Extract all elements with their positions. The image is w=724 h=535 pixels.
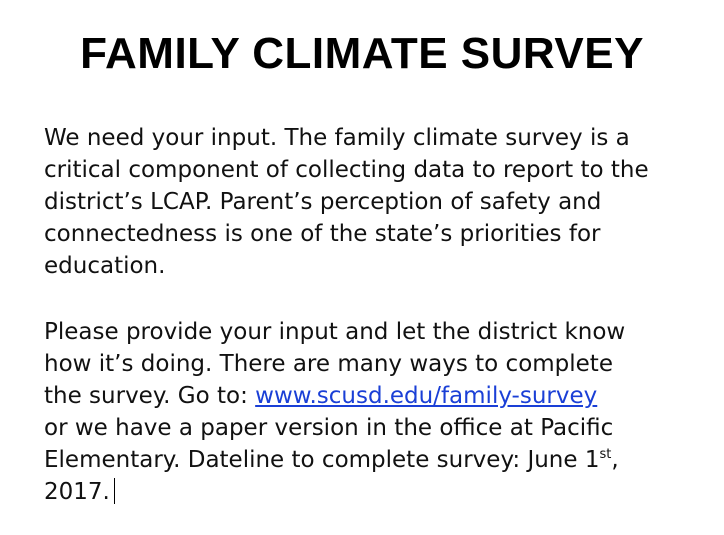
- paragraph-line: district’s LCAP. Parent’s perception of safety and: [44, 189, 602, 215]
- deadline-text: Elementary. Dateline to complete survey: June 1: [44, 447, 600, 473]
- paragraph-line: connectedness is one of the state’s priorities for: [44, 221, 601, 247]
- ordinal-superscript: st: [599, 447, 612, 462]
- paragraph-line: [44, 476, 724, 508]
- paragraph-line: or we have a paper version in the office at Pacific: [44, 415, 614, 441]
- paragraph-line: education.: [44, 253, 166, 279]
- deadline-year: 2017.: [44, 479, 110, 505]
- paragraph-line: Please provide your input and let the district know: [44, 319, 626, 345]
- instructions-paragraph: [44, 316, 724, 508]
- go-to-text: the survey. Go to:: [44, 383, 256, 409]
- paragraph-line: We need your input. The family climate survey is a: [44, 125, 630, 151]
- deadline-comma: ,: [611, 447, 619, 473]
- paragraph-line: critical component of collecting data to report to the: [44, 157, 649, 183]
- survey-link[interactable]: www.scusd.edu/family-survey: [255, 383, 598, 409]
- text-cursor: [114, 478, 115, 504]
- paragraph-line: [44, 380, 724, 412]
- paragraph-line: how it’s doing. There are many ways to complete: [44, 351, 613, 377]
- document-title: FAMILY CLIMATE SURVEY: [80, 29, 644, 78]
- intro-paragraph: [44, 122, 724, 282]
- paragraph-line: [44, 444, 724, 476]
